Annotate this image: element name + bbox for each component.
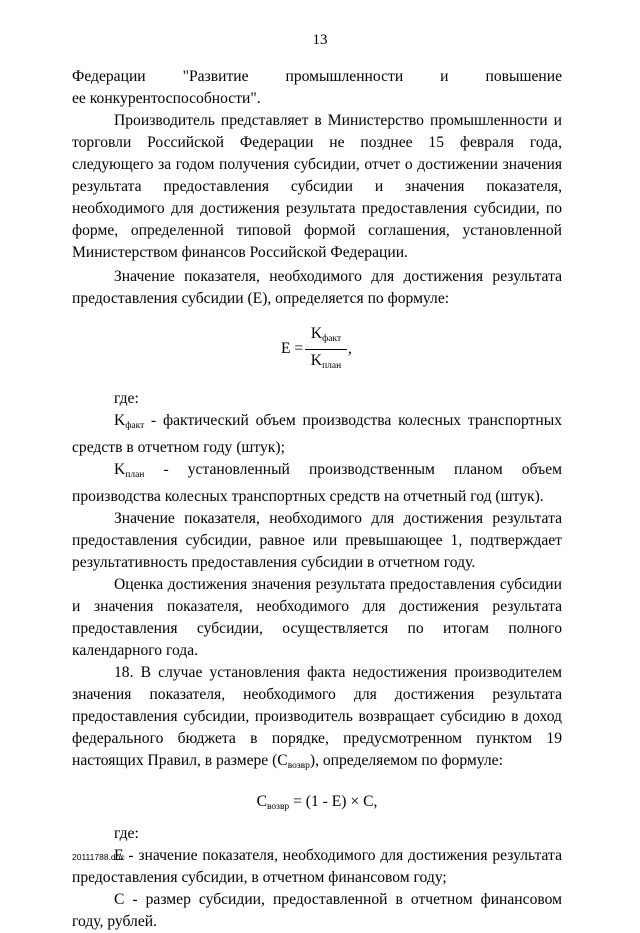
definition-kplan: $K_{план}$ - установленный производственным планом объем производства колесных транспортных средств на отчетный год (штук).	[72, 461, 562, 505]
file-name-footer: 20111788.doc	[72, 852, 125, 862]
continued-paragraph-line1: Федерации "Развитие промышленности и повышение	[72, 68, 562, 85]
result-paragraph: Значение показателя, необходимого для достижения результата предоставления субсидии, равное или превышающее 1, подтверждает результативность предоставления субсидии в отчетном году.	[72, 510, 562, 571]
where-label-1: где:	[114, 390, 139, 407]
document-body	[72, 66, 562, 933]
formula-e	[72, 324, 562, 378]
value-intro-paragraph: Значение показателя, необходимого для достижения результата предоставления субсидии (E), определяется по формуле:	[72, 268, 562, 307]
formula-e-lhs: E =	[281, 340, 304, 357]
assessment-paragraph: Оценка достижения значения результата предоставления субсидии и значения показателя, необходимого для достижения результата предоставления субсидии, осуществляется по итогам полного календарного года.	[72, 576, 562, 659]
definition-c: C - размер субсидии, предоставленной в отчетном финансовом году, рублей.	[72, 891, 562, 930]
clause-18-paragraph: 18. В случае установления факта недостижения производителем значения показателя, необходимого для достижения результата предоставления субсидии, производитель возвращает субсидию в доход федерального бюджета в порядке, предусмотренном пунктом 19 настоящих Правил, в размере $(C_{возвр})$, определяемом по формуле:	[72, 664, 562, 771]
page-number: 13	[312, 32, 328, 48]
formula-e-comma: ,	[348, 340, 352, 357]
where-label-2: где:	[114, 825, 139, 842]
formula-e-numerator: $K_{факт}$	[310, 325, 342, 344]
formula-e-denominator: $K_{план}$	[310, 352, 342, 371]
definition-kfact: $K_{факт}$ - фактический объем производства колесных транспортных средств в отчетном году (штук);	[72, 412, 562, 456]
formula-c-return: $C_{возвр} = (1 - E) \times C$,	[256, 793, 378, 812]
fraction-bar	[305, 349, 347, 350]
continued-paragraph-line2: ее конкурентоспособности".	[72, 90, 261, 107]
definition-e: E - значение показателя, необходимого для достижения результата предоставления субсидии, в отчетном финансовом году;	[72, 847, 562, 886]
formula-e-fraction	[305, 324, 347, 376]
report-paragraph: Производитель представляет в Министерство промышленности и торговли Российской Федерации не позднее 15 февраля года, следующего за годом получения субсидии, отчет о достижении значения результата предоставления субсидии и значения показателя, необходимого для достижения результата предоставления субсидии, по форме, определенной типовой формой соглашения, установленной Министерством финансов Российской Федерации.	[72, 112, 562, 261]
